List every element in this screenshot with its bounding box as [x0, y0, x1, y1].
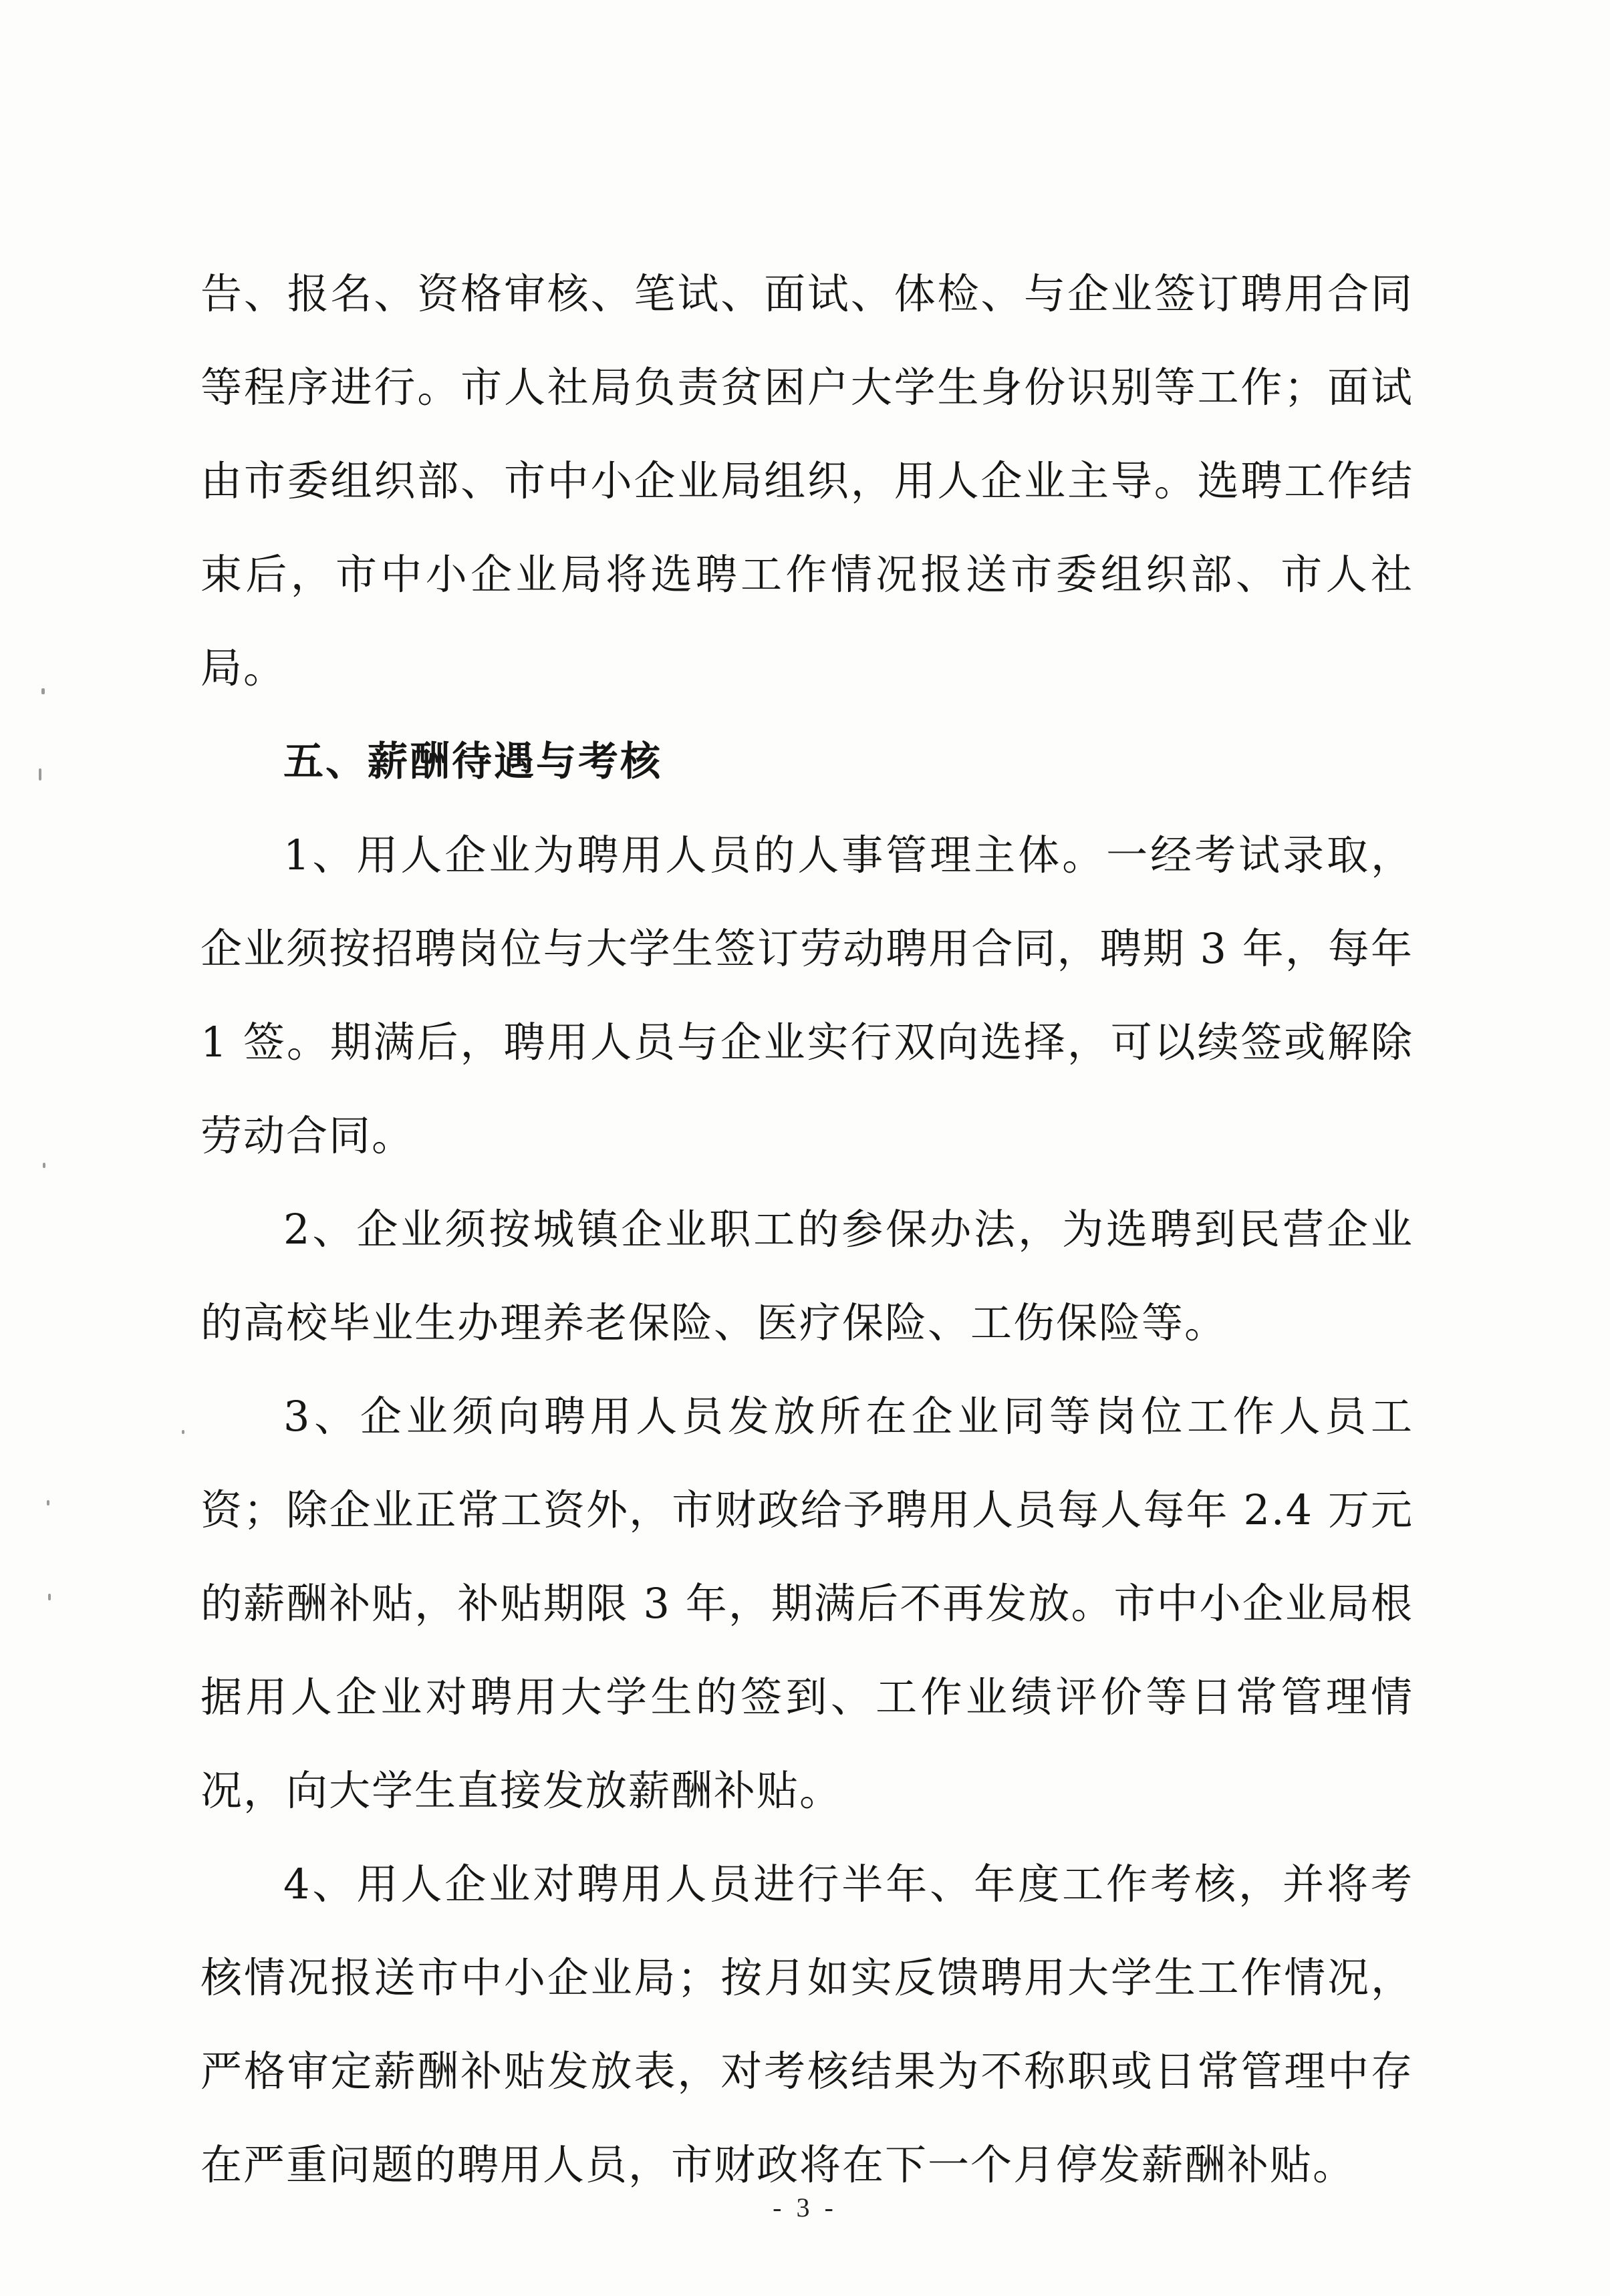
- page-number: - 3 -: [773, 2192, 837, 2222]
- scan-speck: [39, 768, 41, 780]
- paragraph-item-2: 2、企业须按城镇企业职工的参保办法，为选聘到民营企业的高校毕业生办理养老保险、医疗保险、工伤保险等。: [200, 1205, 1414, 1347]
- paragraph-item-3: 3、企业须向聘用人员发放所在企业同等岗位工作人员工资；除企业正常工资外，市财政给予聘用人员每人每年 2.4 万元的薪酬补贴，补贴期限 3 年，期满后不再发放。市中小企业局根据用人企业对聘用大学生的签到、工作业绩评价等日常管理情况，向大学生直接发放薪酬补贴。: [200, 1392, 1414, 1815]
- paragraph-item-1: 1、用人企业为聘用人员的人事管理主体。一经考试录取，企业须按招聘岗位与大学生签订劳动聘用合同，聘期 3 年，每年 1 签。期满后，聘用人员与企业实行双向选择，可以续签或解除劳动合同。: [200, 831, 1414, 1160]
- document-body: [200, 247, 1414, 2212]
- scan-speck: [182, 1430, 184, 1434]
- scan-speck: [48, 1594, 51, 1600]
- scan-speck: [41, 688, 45, 694]
- scan-speck: [43, 1163, 45, 1168]
- section-heading: 五、薪酬待遇与考核: [283, 738, 662, 785]
- paragraph-item-4: 4、用人企业对聘用人员进行半年、年度工作考核，并将考核情况报送市中小企业局；按月如实反馈聘用大学生工作情况，严格审定薪酬补贴发放表，对考核结果为不称职或日常管理中存在严重问题的聘用人员，市财政将在下一个月停发薪酬补贴。: [200, 1860, 1414, 2189]
- scan-speck: [47, 1500, 49, 1505]
- paragraph-continuation: 告、报名、资格审核、笔试、面试、体检、与企业签订聘用合同等程序进行。市人社局负责贫困户大学生身份识别等工作；面试由市委组织部、市中小企业局组织，用人企业主导。选聘工作结束后，市中小企业局将选聘工作情况报送市委组织部、市人社局。: [200, 269, 1414, 692]
